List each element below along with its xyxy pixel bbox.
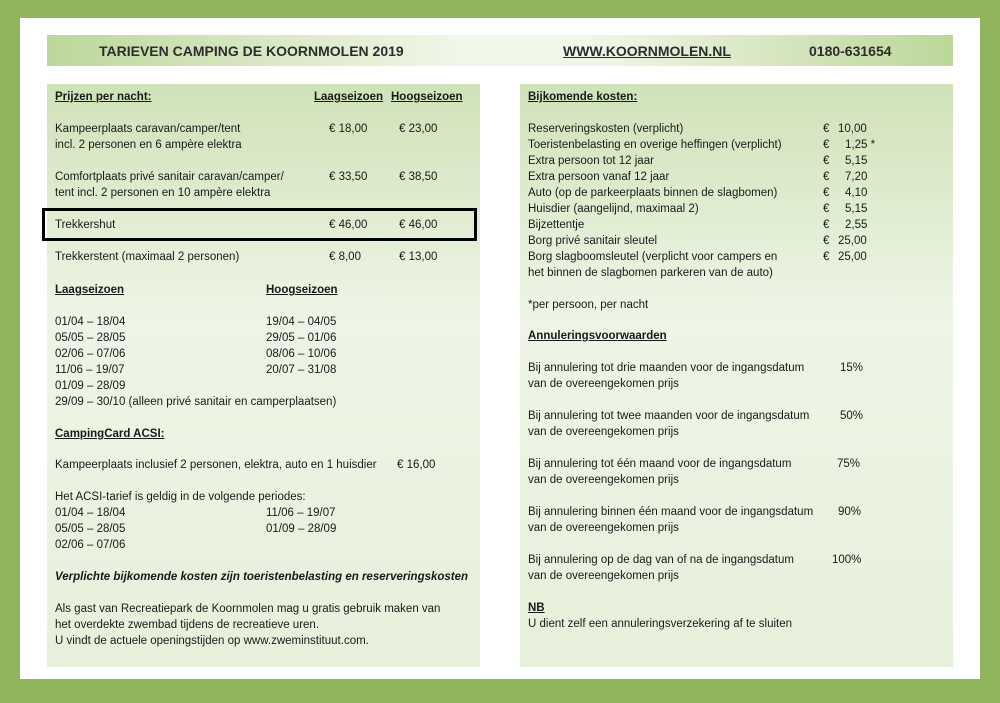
- highlight-box-trekkershut: [42, 208, 477, 241]
- acsi-line: Kampeerplaats inclusief 2 personen, elektra, auto en 1 huisdier: [55, 459, 377, 471]
- season-high-item: 20/07 – 31/08: [266, 364, 337, 376]
- price-low: € 18,00: [329, 123, 368, 135]
- extra-cost-label: Huisdier (aangelijnd, maximaal 2): [528, 203, 699, 215]
- price-row-label: Kampeerplaats caravan/camper/tent: [55, 123, 241, 135]
- extra-cost-currency: €: [823, 123, 830, 135]
- cancel-pct: 75%: [837, 458, 861, 470]
- season-low-item: 02/06 – 07/06: [55, 348, 126, 360]
- prices-heading: Prijzen per nacht:: [55, 91, 152, 103]
- header-bar: [47, 35, 953, 66]
- cancel-line: van de overeengekomen prijs: [528, 474, 679, 486]
- left-panel: [47, 84, 480, 667]
- cancel-pct: 50%: [840, 410, 864, 422]
- website-link[interactable]: WWW.KOORNMOLEN.NL: [563, 43, 731, 59]
- extra-cost-label: Extra persoon tot 12 jaar: [528, 155, 654, 167]
- price-high: € 23,00: [399, 123, 438, 135]
- extra-cost-amount: 1,25 *: [845, 139, 876, 151]
- page-title: TARIEVEN CAMPING DE KOORNMOLEN 2019: [99, 43, 404, 59]
- acsi-period: 01/09 – 28/09: [266, 523, 337, 535]
- cancel-heading: Annuleringsvoorwaarden: [528, 330, 667, 342]
- extra-cost-label: Reserveringskosten (verplicht): [528, 123, 684, 135]
- season-low-heading: Laagseizoen: [55, 284, 125, 296]
- guest-info-line: Als gast van Recreatiepark de Koornmolen mag u gratis gebruik maken van: [55, 603, 441, 615]
- season-high-item: 29/05 – 01/06: [266, 332, 337, 344]
- season-low-item: 05/05 – 28/05: [55, 332, 126, 344]
- acsi-heading: CampingCard ACSI:: [55, 428, 165, 440]
- right-panel: [520, 84, 953, 667]
- cancel-line: Bij annulering tot drie maanden voor de ingangsdatum: [528, 362, 805, 374]
- phone-number: 0180-631654: [809, 43, 892, 59]
- season-high-item: 08/06 – 10/06: [266, 348, 337, 360]
- season-high-heading: Hoogseizoen: [266, 284, 338, 296]
- cancel-line: Bij annulering binnen één maand voor de ingangsdatum: [528, 506, 814, 518]
- cancel-line: Bij annulering op de dag van of na de ingangsdatum: [528, 554, 794, 566]
- price-sheet: [20, 18, 980, 679]
- acsi-period: 02/06 – 07/06: [55, 539, 126, 551]
- extra-cost-currency: €: [823, 203, 830, 215]
- price-row-label: incl. 2 personen en 6 ampère elektra: [55, 139, 242, 151]
- footnote: *per persoon, per nacht: [528, 299, 649, 311]
- season-low-item: 29/09 – 30/10 (alleen privé sanitair en camperplaatsen): [55, 396, 337, 408]
- price-high: € 46,00: [399, 219, 438, 231]
- extra-cost-currency: €: [823, 219, 830, 231]
- col-low-heading: Laagseizoen: [314, 91, 384, 103]
- extra-cost-label: Bijzettentje: [528, 219, 585, 231]
- cancel-line: Bij annulering tot één maand voor de ingangsdatum: [528, 458, 792, 470]
- extra-cost-currency: €: [823, 235, 830, 247]
- extra-cost-amount: 5,15: [845, 155, 868, 167]
- extra-costs-heading: Bijkomende kosten:: [528, 91, 638, 103]
- extra-cost-currency: €: [823, 171, 830, 183]
- cancel-pct: 90%: [838, 506, 862, 518]
- extra-cost-currency: €: [823, 139, 830, 151]
- acsi-period: 01/04 – 18/04: [55, 507, 126, 519]
- extra-cost-currency: €: [823, 187, 830, 199]
- extra-cost-amount: 4,10: [845, 187, 868, 199]
- price-row-label: Comfortplaats privé sanitair caravan/camper/: [55, 171, 284, 183]
- price-low: € 33,50: [329, 171, 368, 183]
- price-high: € 38,50: [399, 171, 438, 183]
- extra-cost-label: Auto (op de parkeerplaats binnen de slagbomen): [528, 187, 778, 199]
- price-low: € 8,00: [329, 251, 361, 263]
- extra-cost-label: Borg privé sanitair sleutel: [528, 235, 658, 247]
- extra-cost-amount: 7,20: [845, 171, 868, 183]
- extra-cost-currency: €: [823, 155, 830, 167]
- price-row-label: tent incl. 2 personen en 10 ampère elektra: [55, 187, 271, 199]
- extra-cost-label: Toeristenbelasting en overige heffingen (verplicht): [528, 139, 782, 151]
- season-high-item: 19/04 – 04/05: [266, 316, 337, 328]
- price-high: € 13,00: [399, 251, 438, 263]
- price-low: € 46,00: [329, 219, 368, 231]
- mandatory-note: Verplichte bijkomende kosten zijn toeristenbelasting en reserveringskosten: [55, 571, 469, 583]
- extra-cost-label: Borg slagboomsleutel (verplicht voor campers en: [528, 251, 778, 263]
- acsi-period: 05/05 – 28/05: [55, 523, 126, 535]
- guest-info-line: het overdekte zwembad tijdens de recreatieve uren.: [55, 619, 320, 631]
- price-row-label: Trekkershut: [55, 219, 116, 231]
- extra-cost-currency: €: [823, 251, 830, 263]
- nb-heading: NB: [528, 602, 545, 614]
- price-row-label: Trekkerstent (maximaal 2 personen): [55, 251, 240, 263]
- acsi-period-intro: Het ACSI-tarief is geldig in de volgende periodes:: [55, 491, 306, 503]
- season-low-item: 11/06 – 19/07: [55, 364, 125, 376]
- extra-cost-amount: 25,00: [838, 251, 867, 263]
- col-high-heading: Hoogseizoen: [391, 91, 463, 103]
- extra-cost-amount: 25,00: [838, 235, 867, 247]
- guest-info-line: U vindt de actuele openingstijden op www.zweminstituut.com.: [55, 635, 369, 647]
- cancel-line: Bij annulering tot twee maanden voor de ingangsdatum: [528, 410, 810, 422]
- extra-cost-label-cont: het binnen de slagbomen parkeren van de auto): [528, 267, 773, 279]
- acsi-period: 11/06 – 19/07: [266, 507, 336, 519]
- extra-cost-amount: 10,00: [838, 123, 867, 135]
- acsi-price: € 16,00: [397, 459, 436, 471]
- cancel-line: van de overeengekomen prijs: [528, 378, 679, 390]
- season-low-item: 01/04 – 18/04: [55, 316, 126, 328]
- cancel-line: van de overeengekomen prijs: [528, 522, 679, 534]
- cancel-pct: 15%: [840, 362, 864, 374]
- cancel-line: van de overeengekomen prijs: [528, 426, 679, 438]
- season-low-item: 01/09 – 28/09: [55, 380, 126, 392]
- extra-cost-label: Extra persoon vanaf 12 jaar: [528, 171, 670, 183]
- cancel-pct: 100%: [832, 554, 862, 566]
- nb-text: U dient zelf een annuleringsverzekering af te sluiten: [528, 618, 793, 630]
- extra-cost-amount: 5,15: [845, 203, 868, 215]
- extra-cost-amount: 2,55: [845, 219, 868, 231]
- cancel-line: van de overeengekomen prijs: [528, 570, 679, 582]
